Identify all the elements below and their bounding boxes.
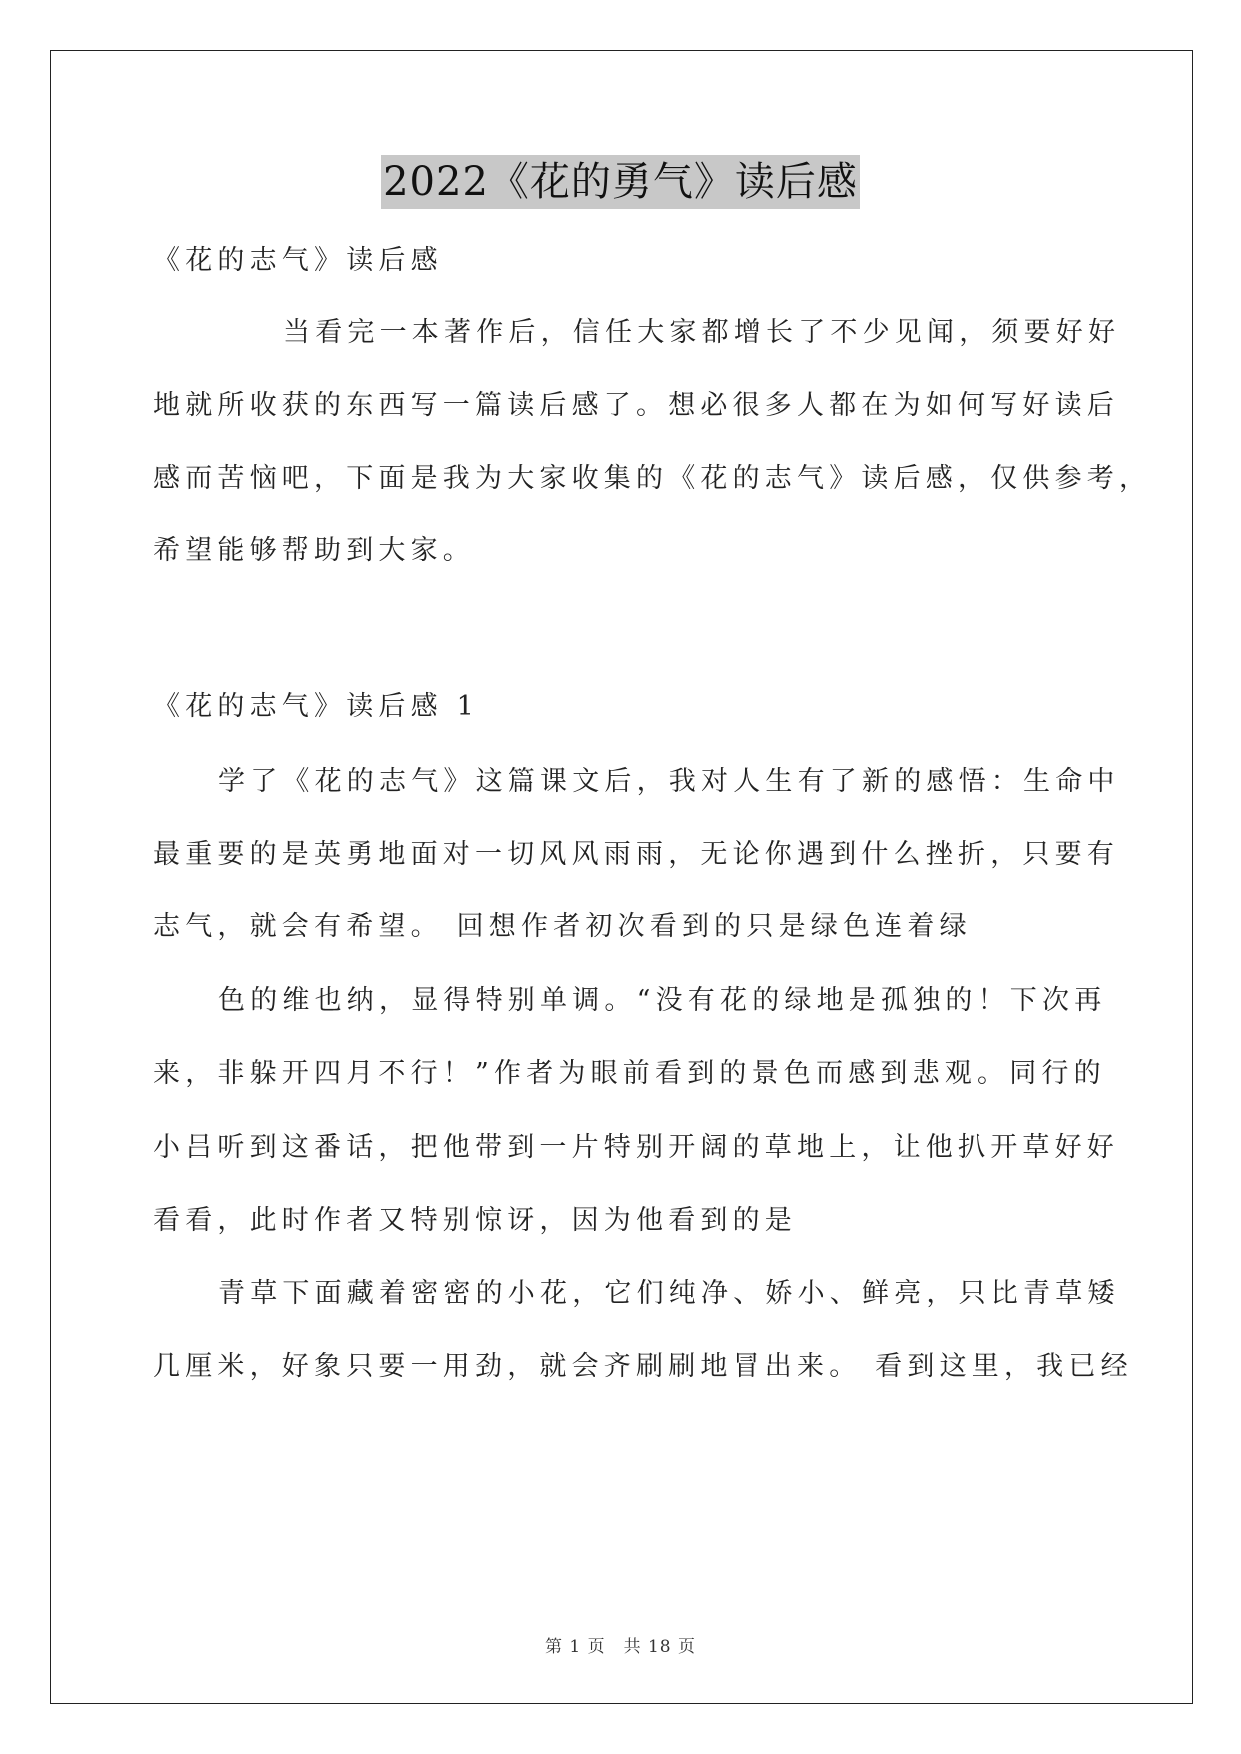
paragraph-line: 感而苦恼吧，下面是我为大家收集的《花的志气》读后感，仅供参考， xyxy=(153,463,1152,494)
paragraph-line: 希望能够帮助到大家。 xyxy=(153,535,475,566)
section-heading: 《花的志气》读后感 1 xyxy=(153,691,479,722)
paragraph-line: 青草下面藏着密密的小花，它们纯净、娇小、鲜亮，只比青草矮 xyxy=(218,1278,1120,1309)
paragraph-line: 志气，就会有希望。 回想作者初次看到的只是绿色连着绿 xyxy=(153,911,972,942)
paragraph-line: 来，非躲开四月不行！”作者为眼前看到的景色而感到悲观。同行的 xyxy=(153,1058,1106,1089)
paragraph-line: 学了《花的志气》这篇课文后，我对人生有了新的感悟：生命中 xyxy=(218,766,1120,797)
subtitle-line: 《花的志气》读后感 xyxy=(153,245,443,276)
paragraph-line: 当看完一本著作后，信任大家都增长了不少见闻，须要好好 xyxy=(283,317,1121,348)
paragraph-line: 色的维也纳，显得特别单调。“没有花的绿地是孤独的！下次再 xyxy=(218,985,1107,1016)
page-border xyxy=(50,50,1193,1704)
paragraph-line: 几厘米，好象只要一用劲，就会齐刷刷地冒出来。 看到这里，我已经 xyxy=(153,1351,1133,1382)
paragraph-line: 小吕听到这番话，把他带到一片特别开阔的草地上，让他扒开草好好 xyxy=(153,1132,1119,1163)
paragraph-line: 最重要的是英勇地面对一切风风雨雨，无论你遇到什么挫折，只要有 xyxy=(153,839,1119,870)
page-footer: 第 1 页 共 18 页 xyxy=(544,1637,697,1657)
paragraph-line: 看看，此时作者又特别惊讶，因为他看到的是 xyxy=(153,1205,797,1236)
document-title: 2022《花的勇气》读后感 xyxy=(381,155,860,209)
title-container xyxy=(0,155,1241,209)
paragraph-line: 地就所收获的东西写一篇读后感了。想必很多人都在为如何写好读后 xyxy=(153,390,1119,421)
